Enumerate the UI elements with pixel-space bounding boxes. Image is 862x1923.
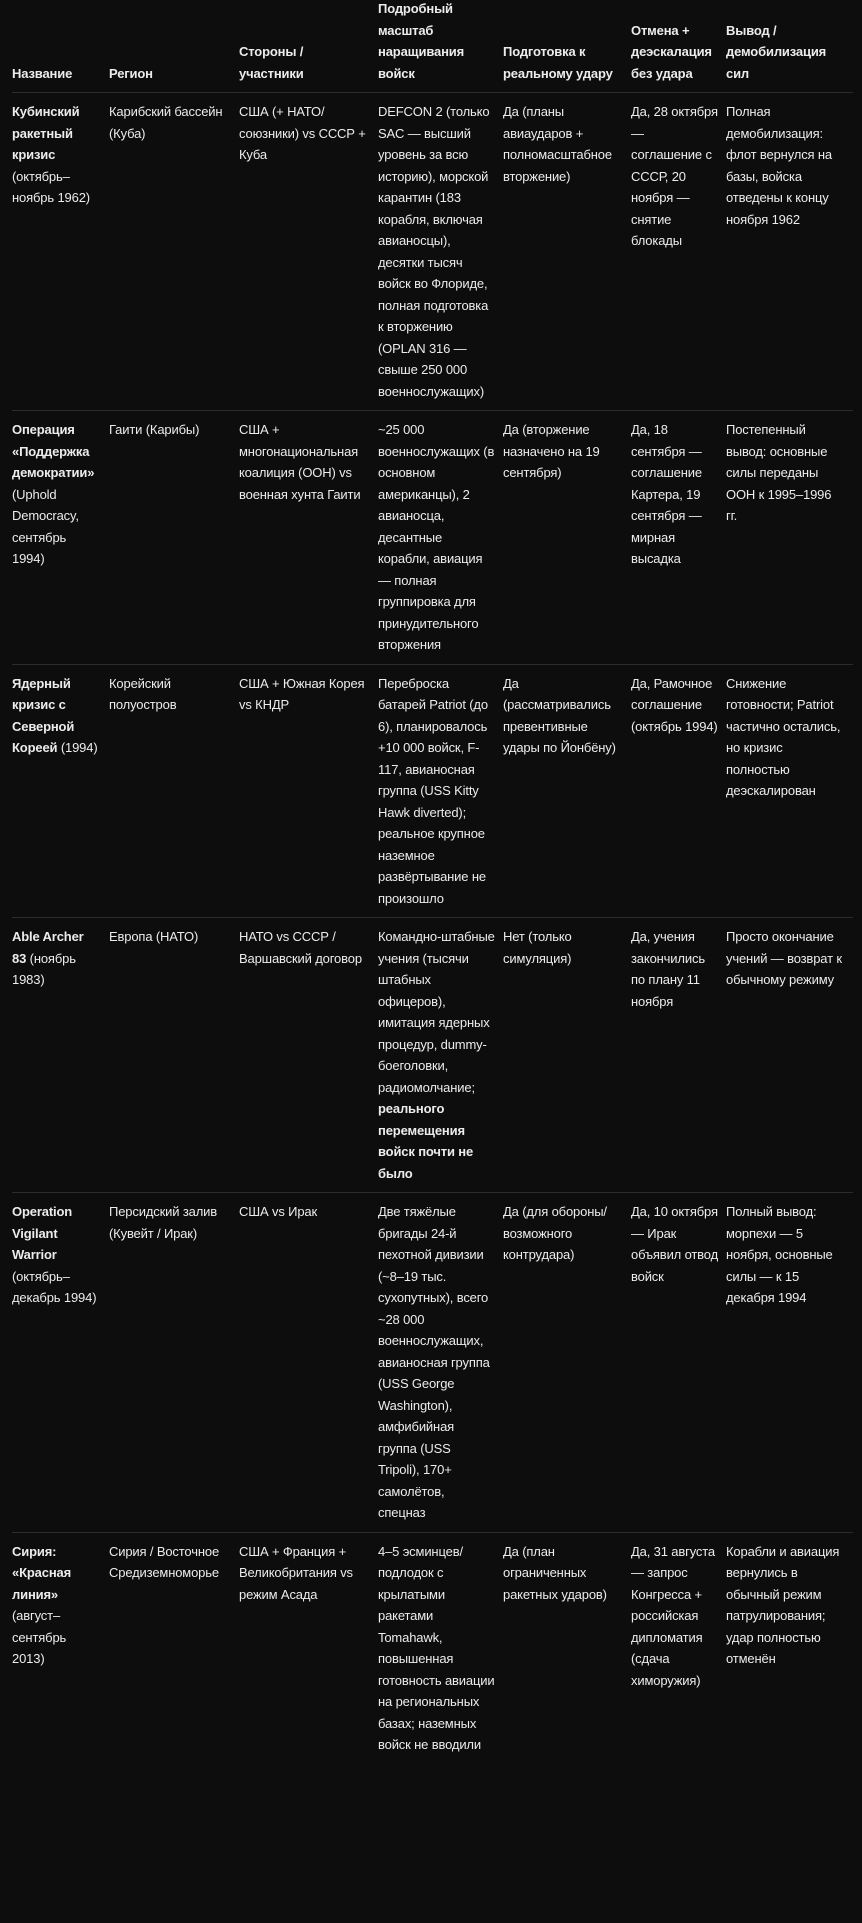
cell-buildup [378,1193,503,1533]
buildup-text: DEFCON 2 (только SAC — высший уровень за всю историю), морской карантин (183 корабля, включая авианосцы), десятки тысяч войск во Флориде, полная подготовка к вторжению (OPLAN 316 — свыше 250 000 военнослужащих) [378,104,490,399]
cell-region: Сирия / Восточное Средиземноморье [109,1543,220,1580]
cell-buildup [378,1532,503,1764]
cell-name [12,918,109,1193]
crisis-name: Ядерный кризис с Северной Кореей [12,675,75,755]
table-row [12,1532,853,1764]
buildup-text: Переброска батарей Patriot (до 6), планировалось +10 000 войск, F-117, авианосная группа (USS Kitty Hawk diverted); реальное крупное наземное развёртывание не произошло [378,675,488,906]
table-row [12,664,853,918]
cell-withdrawal: Полная демобилизация: флот вернулся на базы, войска отведены к концу ноября 1962 [726,104,833,227]
cell-withdrawal: Корабли и авиация вернулись в обычный режим патрулирования; удар полностью отменён [726,1543,840,1666]
cell-buildup [378,411,503,665]
crisis-name: Operation Vigilant Warrior [12,1204,73,1262]
cell-name [12,1193,109,1533]
buildup-text: Командно-штабные учения (тысячи штабных офицеров), имитация ядерных процедур, dummy-боеголовки, радиомолчание; [378,929,495,1095]
cell-parties: США vs Ирак [239,1204,318,1219]
cell-strike-prep: Да (для обороны/возможного контрудара) [503,1204,607,1262]
cell-name [12,93,109,411]
header-parties: Стороны / участники [239,44,304,81]
header-buildup: Подробный масштаб наращивания войск [378,1,465,81]
cell-region: Европа (НАТО) [109,929,199,944]
crisis-period: (1994) [60,740,98,755]
cell-name [12,411,109,665]
buildup-text: Две тяжёлые бригады 24-й пехотной дивизии (~8–19 тыс. сухопутных), всего ~28 000 военнослужащих, авианосная группа (USS George Washington), амфибийная группа (USS Tripoli), 170+ самолётов, спецназ [378,1204,490,1520]
cell-strike-prep: Нет (только симуляция) [503,929,572,966]
cell-deescalation: Да, Рамочное соглашение (октябрь 1994) [631,675,718,734]
cell-parties: США + Франция + Великобритания vs режим Асада [239,1543,353,1602]
table-header [12,0,853,93]
header-strike-prep: Подготовка к реальному удару [503,44,613,81]
cell-parties: США + многонациональная коалиция (ООН) vs военная хунта Гаити [239,422,361,502]
crisis-name: Able Archer 83 [12,929,84,966]
cell-parties: США + Южная Корея vs КНДР [239,675,365,712]
cell-region: Персидский залив (Кувейт / Ирак) [109,1204,218,1241]
cell-deescalation: Да, 10 октября — Ирак объявил отвод войск [631,1204,719,1284]
table-row [12,1193,853,1533]
cell-strike-prep: Да (рассматривались превентивные удары по Йонбёну) [503,675,616,755]
crisis-period: (ноябрь 1983) [12,950,76,987]
header-withdrawal: Вывод / демобилизация сил [726,22,827,81]
cell-strike-prep: Да (вторжение назначено на 19 сентября) [503,422,600,480]
cell-name [12,1532,109,1764]
table-row [12,93,853,411]
table-row [12,918,853,1193]
cell-withdrawal: Полный вывод: морпехи — 5 ноября, основные силы — к 15 декабря 1994 [726,1204,833,1305]
buildup-emphasis: реального перемещения войск почти не было [378,1101,474,1181]
header-row [12,0,853,93]
cell-strike-prep: Да (планы авиаударов + полномасштабное вторжение) [503,104,612,184]
cell-withdrawal: Снижение готовности; Patriot частично остались, но кризис полностью деэскалирован [726,675,841,798]
cell-withdrawal: Постепенный вывод: основные силы переданы ООН к 1995–1996 гг. [726,422,832,523]
crisis-period: (Uphold Democracy, сентябрь 1994) [12,486,79,566]
buildup-text: 4–5 эсминцев/подлодок с крылатыми ракетами Tomahawk, повышенная готовность авиации на региональных базах; наземных войск не вводили [378,1543,495,1752]
cell-deescalation: Да, 31 августа — запрос Конгресса + российская дипломатия (сдача химоружия) [631,1543,715,1688]
cell-region: Корейский полуостров [109,675,177,712]
crisis-period: (август–сентябрь 2013) [12,1608,67,1666]
cell-parties: США (+ НАТО/союзники) vs СССР + Куба [239,104,366,162]
header-name: Название [12,65,73,81]
table-body [12,93,853,1764]
cell-strike-prep: Да (план ограниченных ракетных ударов) [503,1543,607,1602]
header-deescalation: Отмена + деэскалация без удара [631,22,712,81]
crisis-name: Сирия: «Красная линия» [12,1543,72,1602]
cell-name [12,664,109,918]
crisis-name: Кубинский ракетный кризис [12,104,80,162]
crisis-period: (октябрь–декабрь 1994) [12,1268,97,1305]
cell-buildup [378,664,503,918]
crisis-comparison-table [12,0,853,1764]
cell-deescalation: Да, учения закончились по плану 11 ноября [631,929,705,1009]
header-region: Регион [109,65,153,81]
table-row [12,411,853,665]
crisis-period: (октябрь–ноябрь 1962) [12,168,90,205]
cell-buildup [378,93,503,411]
cell-buildup [378,918,503,1193]
cell-deescalation: Да, 28 октября — соглашение с СССР, 20 ноября — снятие блокады [631,104,718,248]
cell-region: Гаити (Карибы) [109,422,200,437]
buildup-text: ~25 000 военнослужащих (в основном американцы), 2 авианосца, десантные корабли, авиация — полная группировка для принудительного вторжения [378,422,495,652]
cell-region: Карибский бассейн (Куба) [109,104,223,141]
crisis-name: Операция «Поддержка демократии» [12,422,95,480]
cell-withdrawal: Просто окончание учений — возврат к обычному режиму [726,929,842,987]
cell-deescalation: Да, 18 сентября — соглашение Картера, 19 сентября — мирная высадка [631,422,702,566]
cell-parties: НАТО vs СССР / Варшавский договор [239,929,362,966]
